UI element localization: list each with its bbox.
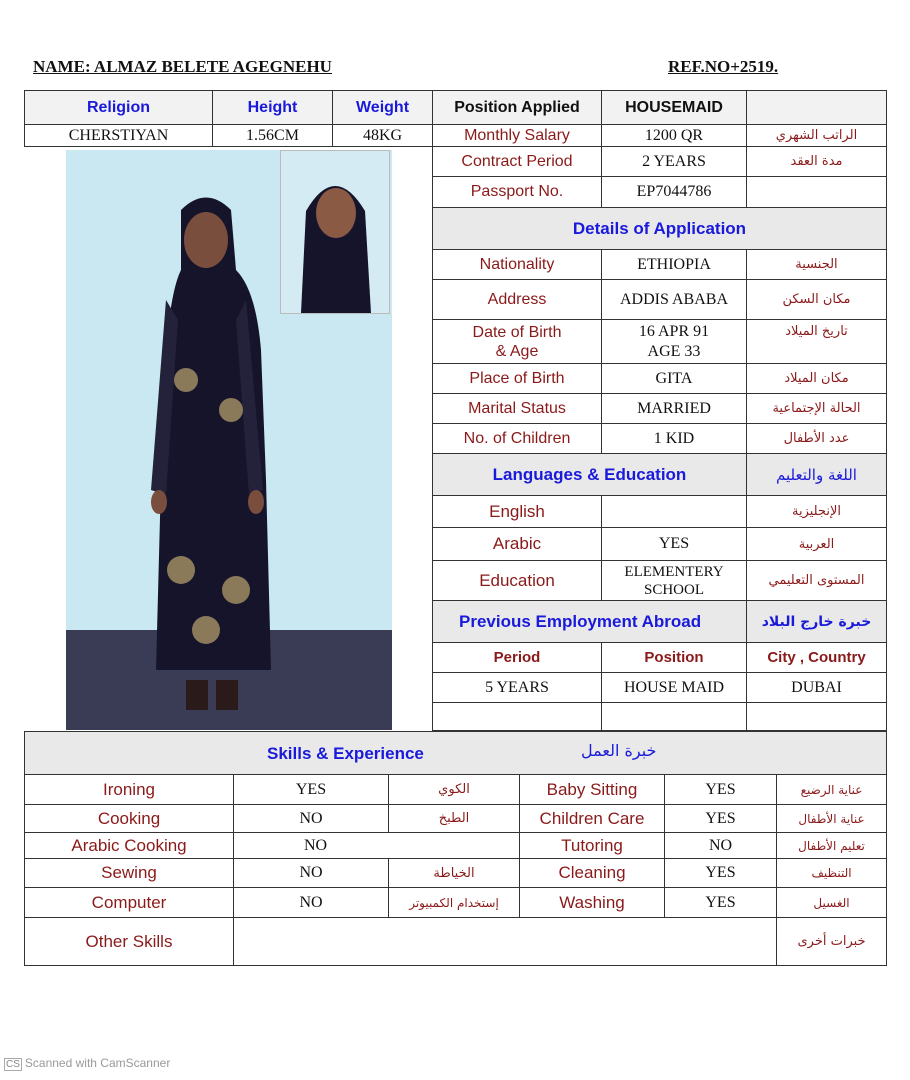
weight-header: Weight — [333, 91, 433, 125]
skill-sewing-arabic: الخياطة — [389, 859, 520, 888]
employment-position: HOUSE MAID — [602, 673, 747, 703]
skill-cooking-label: Cooking — [25, 805, 234, 833]
english-arabic: الإنجليزية — [747, 496, 887, 528]
dob-label-line1: Date of Birth — [472, 323, 562, 341]
employment-empty-3 — [747, 703, 887, 731]
skill-tutoring-arabic: تعليم الأطفال — [777, 833, 887, 859]
employment-empty-1 — [433, 703, 602, 731]
position-applied-header: Position Applied — [433, 91, 602, 125]
address-label: Address — [433, 280, 602, 320]
skill-baby-sitting-arabic: عناية الرضيع — [777, 775, 887, 805]
passport-value: EP7044786 — [602, 177, 747, 208]
skill-cooking-arabic: الطبخ — [389, 805, 520, 833]
arabic-value: YES — [602, 528, 747, 561]
passport-label: Passport No. — [433, 177, 602, 208]
education-arabic: المستوى التعليمي — [747, 561, 887, 601]
employment-period: 5 YEARS — [433, 673, 602, 703]
skill-computer-label: Computer — [25, 888, 234, 918]
nationality-arabic: الجنسية — [747, 250, 887, 280]
other-skills-arabic: خبرات أخرى — [777, 918, 887, 966]
skill-cooking-value: NO — [234, 805, 389, 833]
reference-number: REF.NO+2519. — [668, 57, 779, 76]
employment-title: Previous Employment Abroad — [433, 601, 747, 643]
applicant-passport-photo — [280, 150, 390, 314]
marital-status-value: MARRIED — [602, 394, 747, 424]
marital-status-arabic: الحالة الإجتماعية — [747, 394, 887, 424]
contract-period-value: 2 YEARS — [602, 147, 747, 177]
skill-ironing-label: Ironing — [25, 775, 234, 805]
dob-date: 16 APR 91 — [638, 322, 710, 340]
english-label: English — [433, 496, 602, 528]
skills-title-arabic: خبرة العمل — [581, 741, 657, 760]
address-value: ADDIS ABABA — [602, 280, 747, 320]
dob-age: AGE 33 — [647, 342, 701, 360]
skills-header — [25, 732, 887, 775]
skill-arabic-cooking-value: NO — [234, 833, 520, 859]
dob-arabic: تاريخ الميلاد — [747, 320, 887, 364]
languages-title-arabic: اللغة والتعليم — [747, 454, 887, 496]
skills-table — [24, 731, 887, 966]
contract-period-label: Contract Period — [433, 147, 602, 177]
english-value — [602, 496, 747, 528]
skill-children-care-label: Children Care — [520, 805, 665, 833]
employment-title-arabic: خبرة خارج البلاد — [747, 601, 887, 643]
weight-value: 48KG — [333, 125, 433, 147]
skill-cleaning-label: Cleaning — [520, 859, 665, 888]
skill-washing-label: Washing — [520, 888, 665, 918]
children-label: No. of Children — [433, 424, 602, 454]
nationality-value: ETHIOPIA — [602, 250, 747, 280]
skill-ironing-arabic: الكوي — [389, 775, 520, 805]
children-arabic: عدد الأطفال — [747, 424, 887, 454]
skill-cleaning-arabic: التنظيف — [777, 859, 887, 888]
monthly-salary-label: Monthly Salary — [433, 125, 602, 147]
skill-ironing-value: YES — [234, 775, 389, 805]
arabic-label: Arabic — [433, 528, 602, 561]
skill-sewing-label: Sewing — [25, 859, 234, 888]
marital-status-label: Marital Status — [433, 394, 602, 424]
skill-children-care-value: YES — [665, 805, 777, 833]
skill-tutoring-label: Tutoring — [520, 833, 665, 859]
camscanner-text: Scanned with CamScanner — [24, 1056, 171, 1070]
top-info-table — [24, 90, 887, 147]
skill-baby-sitting-value: YES — [665, 775, 777, 805]
education-value — [602, 561, 747, 601]
skill-arabic-cooking-label: Arabic Cooking — [25, 833, 234, 859]
camscanner-logo: CS — [6, 1059, 20, 1070]
other-skills-value — [234, 918, 777, 966]
skill-washing-value: YES — [665, 888, 777, 918]
place-of-birth-arabic: مكان الميلاد — [747, 364, 887, 394]
city-country-header: City , Country — [747, 643, 887, 673]
empty-cell — [747, 91, 887, 125]
contract-table — [432, 146, 887, 731]
children-value: 1 KID — [602, 424, 747, 454]
skill-tutoring-value: NO — [665, 833, 777, 859]
applicant-name: NAME: ALMAZ BELETE AGEGNEHU — [33, 57, 332, 76]
languages-title: Languages & Education — [433, 454, 747, 496]
skill-computer-arabic: إستخدام الكمبيوتر — [389, 888, 520, 918]
education-label: Education — [433, 561, 602, 601]
place-of-birth-value: GITA — [602, 364, 747, 394]
religion-header: Religion — [25, 91, 213, 125]
position-header: Position — [602, 643, 747, 673]
period-header: Period — [433, 643, 602, 673]
address-arabic: مكان السكن — [747, 280, 887, 320]
employment-empty-2 — [602, 703, 747, 731]
nationality-label: Nationality — [433, 250, 602, 280]
employment-location: DUBAI — [747, 673, 887, 703]
monthly-salary-value: 1200 QR — [602, 125, 747, 147]
details-title: Details of Application — [433, 208, 887, 250]
dob-label-line2: & Age — [495, 342, 539, 360]
education-line1: ELEMENTERY — [624, 563, 724, 580]
contract-period-arabic: مدة العقد — [747, 147, 887, 177]
height-header: Height — [213, 91, 333, 125]
height-value: 1.56CM — [213, 125, 333, 147]
dob-label — [433, 320, 602, 364]
other-skills-label: Other Skills — [25, 918, 234, 966]
place-of-birth-label: Place of Birth — [433, 364, 602, 394]
education-line2: SCHOOL — [643, 581, 704, 598]
skill-children-care-arabic: عناية الأطفال — [777, 805, 887, 833]
monthly-salary-arabic: الراتب الشهري — [747, 125, 887, 147]
camscanner-watermark — [4, 1056, 170, 1071]
dob-value — [602, 320, 747, 364]
skill-cleaning-value: YES — [665, 859, 777, 888]
position-applied-value: HOUSEMAID — [602, 91, 747, 125]
skills-title: Skills & Experience — [267, 744, 424, 763]
skill-computer-value: NO — [234, 888, 389, 918]
skill-baby-sitting-label: Baby Sitting — [520, 775, 665, 805]
skill-washing-arabic: الغسيل — [777, 888, 887, 918]
arabic-arabic: العربية — [747, 528, 887, 561]
passport-arabic — [747, 177, 887, 208]
religion-value: CHERSTIYAN — [25, 125, 213, 147]
skill-sewing-value: NO — [234, 859, 389, 888]
